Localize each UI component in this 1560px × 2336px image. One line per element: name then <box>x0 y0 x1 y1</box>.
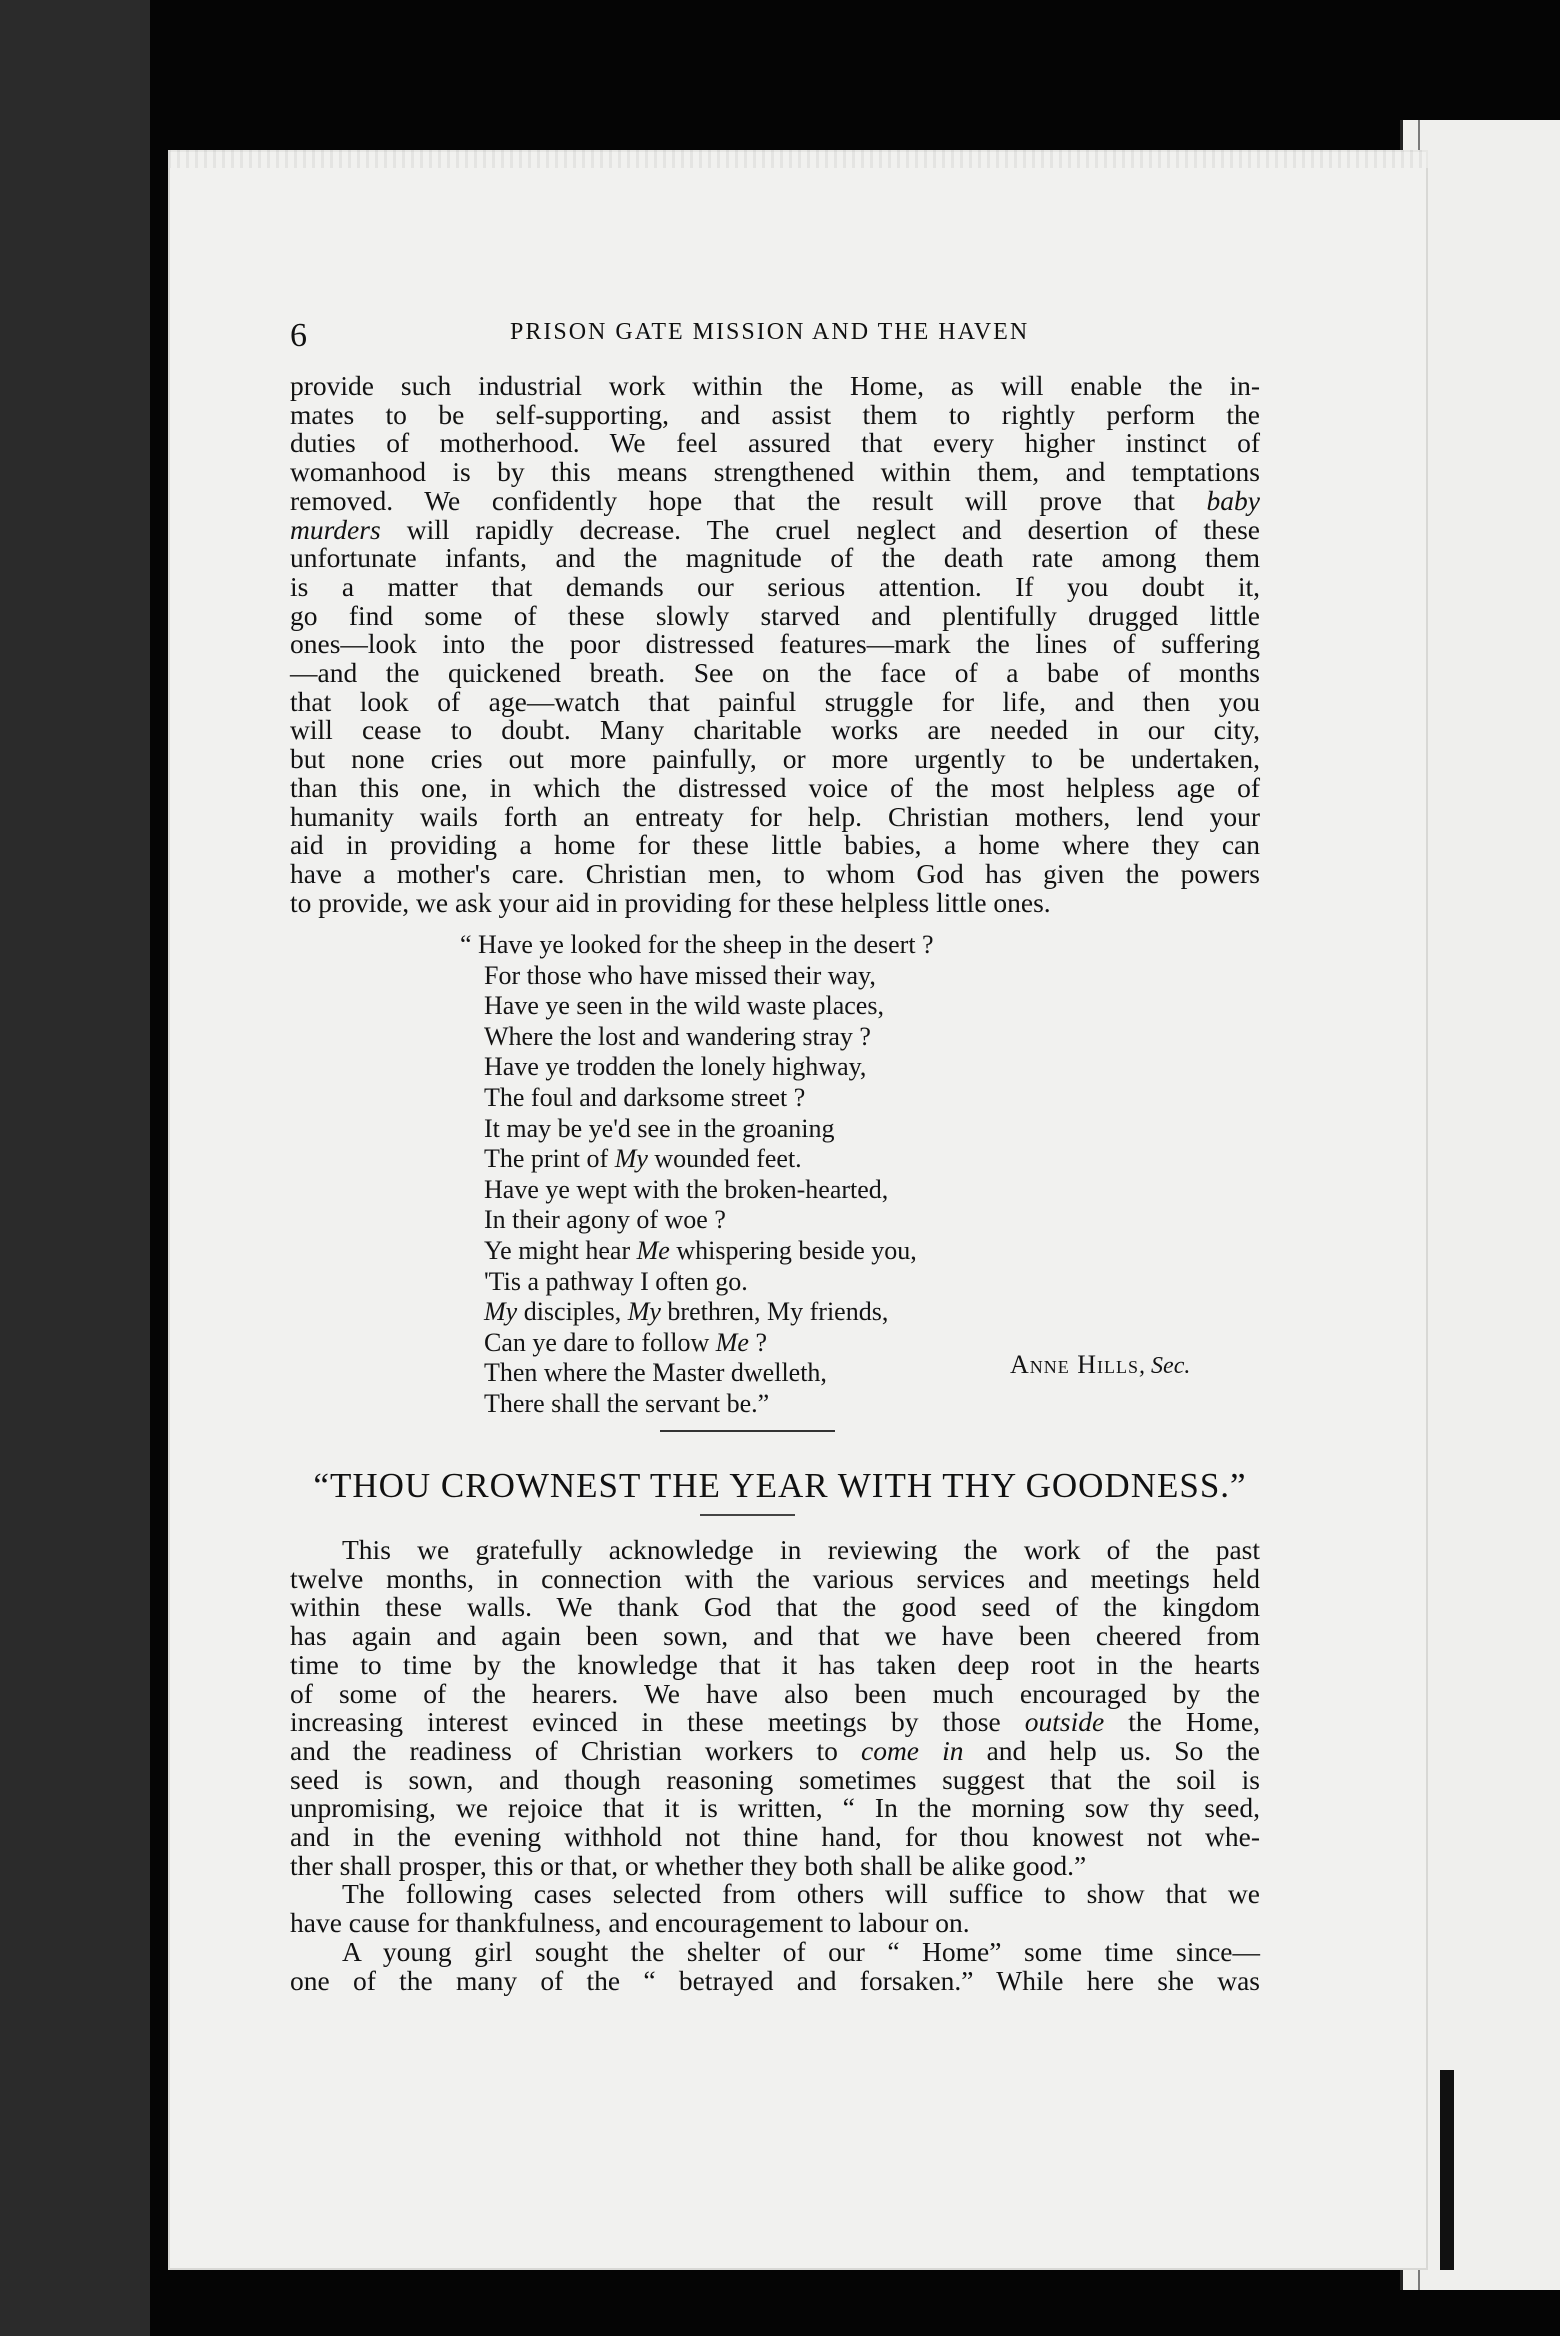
poem-line <box>460 1144 1060 1175</box>
poem-line: Have ye wept with the broken-hearted, <box>484 1174 889 1204</box>
poem-signature <box>1010 1350 1190 1380</box>
text-line: unfortunate infants, and the magnitude of the death rate among them <box>290 542 1260 574</box>
text-run: disciples, <box>517 1297 628 1327</box>
text-run: Can ye dare to follow <box>484 1327 716 1357</box>
poem-line: “ Have ye looked for the sheep in the desert ? <box>460 930 934 959</box>
text-line: duties of motherhood. We feel assured that every higher instinct of <box>290 427 1260 459</box>
appeal-paragraph <box>290 372 1260 917</box>
text-line: have a mother's care. Christian men, to whom God has given the powers <box>290 857 1260 889</box>
text-line: aid in providing a home for these little babies, a home where they can <box>290 829 1260 861</box>
scan-left-margin <box>0 0 150 2336</box>
text-run: removed. We confidently hope that the result will prove that <box>290 484 1207 516</box>
poem-line: The foul and darksome street ? <box>484 1082 806 1112</box>
text-run: The print of <box>484 1144 615 1174</box>
text-line: has again and again been sown, and that we have been cheered from <box>290 1620 1260 1652</box>
text-line: is a matter that demands our serious attention. If you doubt it, <box>290 570 1260 602</box>
text-run: ? <box>748 1327 768 1357</box>
poem-line <box>460 1236 1060 1267</box>
text-line: will cease to doubt. Many charitable works are needed in our city, <box>290 714 1260 746</box>
text-line: humanity wails forth an entreaty for help. Christian mothers, lend your <box>290 800 1260 832</box>
text-run: brethren, My friends, <box>660 1297 889 1327</box>
running-title: PRISON GATE MISSION AND THE HAVEN <box>510 319 1030 345</box>
heading-rule <box>700 1514 795 1516</box>
text-line <box>290 513 1260 545</box>
text-line: seed is sown, and though reasoning sometimes suggest that the soil is <box>290 1763 1260 1795</box>
text-line: that look of age—watch that painful struggle for life, and then you <box>290 685 1260 717</box>
emphasis-come-in: come in <box>860 1734 964 1766</box>
poem-line: Have ye seen in the wild waste places, <box>484 991 884 1021</box>
poem-line: 'Tis a pathway I often go. <box>484 1266 748 1296</box>
poem-line <box>460 1328 1060 1359</box>
text-line: provide such industrial work within the Home, as will enable the in- <box>290 370 1260 401</box>
emphasis-baby: baby <box>1206 484 1260 516</box>
poem-line: Then where the Master dwelleth, <box>484 1358 827 1388</box>
text-run: Ye might hear <box>484 1235 637 1265</box>
poem-line: Have ye trodden the lonely highway, <box>484 1052 867 1082</box>
poem-line: It may be ye'd see in the groaning <box>484 1113 835 1143</box>
text-line: within these walls. We thank God that the good seed of the kingdom <box>290 1591 1260 1623</box>
emphasis-me: Me <box>636 1235 670 1265</box>
emphasis-murders: murders <box>290 513 381 545</box>
text-line <box>290 484 1260 516</box>
emphasis-my: My <box>627 1297 661 1327</box>
text-line <box>290 1708 1260 1737</box>
running-head <box>290 315 1250 355</box>
text-line: time to time by the knowledge that it has taken deep root in the hearts <box>290 1648 1260 1680</box>
thanks-paragraphs <box>290 1536 1260 1995</box>
text-line: A young girl sought the shelter of our “ Home” some time since— <box>342 1935 1260 1967</box>
page-number: 6 <box>290 317 307 354</box>
text-run: the Home, <box>1104 1706 1260 1738</box>
signature-name: Anne Hills <box>1010 1350 1140 1379</box>
emphasis-me: Me <box>715 1327 749 1357</box>
text-run: and the readiness of Christian workers to <box>290 1734 861 1766</box>
poem-line: For those who have missed their way, <box>484 960 876 990</box>
text-line: twelve months, in connection with the various services and meetings held <box>290 1562 1260 1594</box>
poem-line: Where the lost and wandering stray ? <box>484 1021 871 1051</box>
text-line: but none cries out more painfully, or more urgently to be undertaken, <box>290 743 1260 775</box>
text-run: wounded feet. <box>647 1144 802 1174</box>
text-line: ones—look into the poor distressed features—mark the lines of suffering <box>290 628 1260 660</box>
poem-line: There shall the servant be.” <box>484 1388 770 1418</box>
text-line: have cause for thankfulness, and encouragement to labour on. <box>290 1907 970 1939</box>
poem-line <box>460 1297 1060 1328</box>
text-run: increasing interest evinced in these meetings by those <box>290 1706 1025 1738</box>
emphasis-my: My <box>614 1144 648 1174</box>
binding-clip <box>1440 2070 1454 2270</box>
text-run: will rapidly decrease. The cruel neglect and desertion of these <box>380 513 1260 545</box>
text-line <box>290 1734 1260 1766</box>
emphasis-outside: outside <box>1024 1706 1105 1738</box>
section-heading: “THOU CROWNEST THE YEAR WITH THY GOODNESS.” <box>313 1466 1247 1505</box>
text-line: and in the evening withhold not thine hand, for thou knowest not whe- <box>290 1821 1260 1853</box>
text-line: The following cases selected from others will suffice to show that we <box>342 1878 1260 1910</box>
text-line: one of the many of the “ betrayed and forsaken.” While here she was <box>290 1964 1260 1996</box>
text-line: ther shall prosper, this or that, or whether they both shall be alike good.” <box>290 1849 1087 1881</box>
poem <box>460 930 1060 1420</box>
emphasis-my: My <box>484 1297 518 1327</box>
section-divider <box>660 1430 835 1432</box>
text-line: of some of the hearers. We have also been much encouraged by the <box>290 1677 1260 1709</box>
poem-line: In their agony of woe ? <box>484 1205 726 1235</box>
text-line: than this one, in which the distressed voice of the most helpless age of <box>290 771 1260 803</box>
text-run: and help us. So the <box>963 1734 1260 1766</box>
text-line: unpromising, we rejoice that it is written, “ In the morning sow thy seed, <box>290 1792 1260 1824</box>
text-line: go find some of these slowly starved and plentifully drugged little <box>290 599 1260 631</box>
text-line: —and the quickened breath. See on the face of a babe of months <box>290 657 1260 689</box>
text-line: This we gratefully acknowledge in reviewing the work of the past <box>342 1534 1260 1565</box>
text-line: mates to be self-supporting, and assist them to rightly perform the <box>290 398 1260 430</box>
text-line: womanhood is by this means strengthened within them, and temptations <box>290 456 1260 488</box>
signature-title: , Sec. <box>1139 1353 1191 1379</box>
text-line: to provide, we ask your aid in providing for these helpless little ones. <box>290 886 1051 918</box>
text-run: whispering beside you, <box>669 1235 917 1265</box>
